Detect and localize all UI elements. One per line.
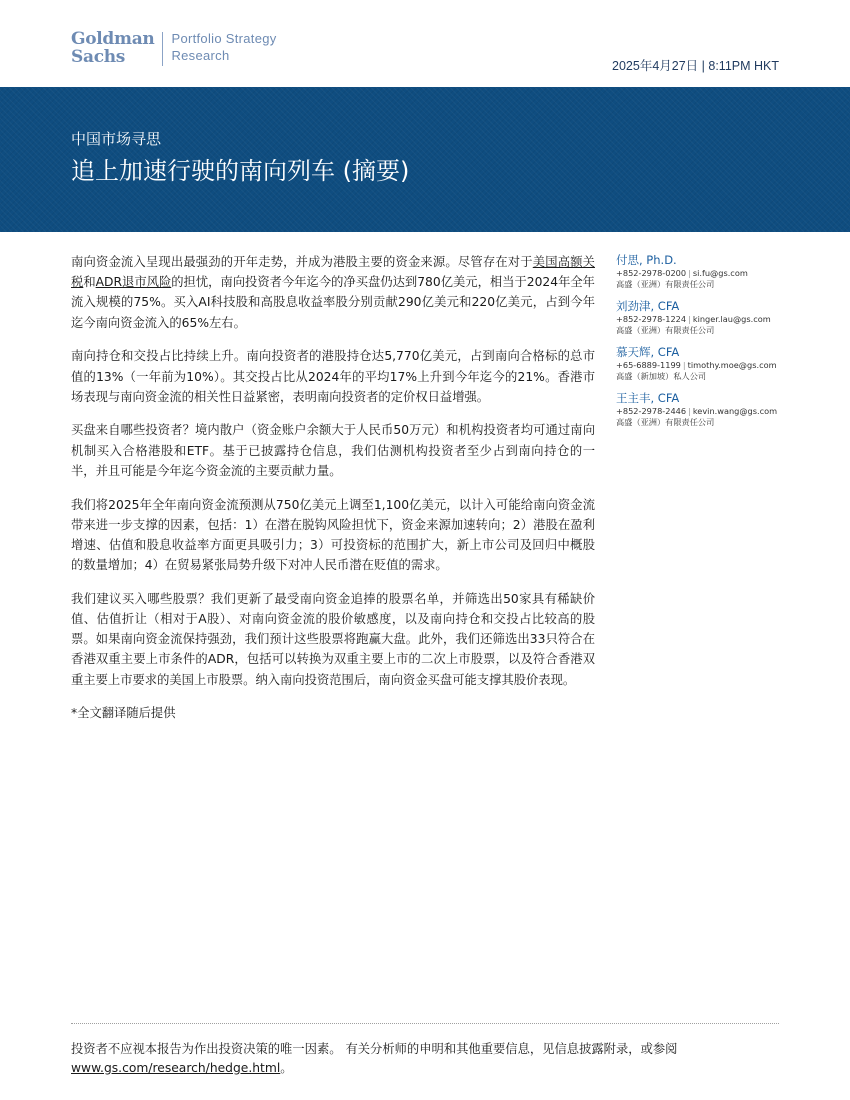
logo-line-2: Sachs xyxy=(71,47,126,67)
goldman-sachs-logo xyxy=(71,30,277,66)
analyst-contact: +852-2978-0200 | si.fu@gs.com xyxy=(616,268,748,278)
analyst-list xyxy=(616,253,796,437)
paragraph-3: 买盘来自哪些投资者？境内散户（资金账户余额大于人民币50万元）和机构投资者均可通过南向机制买入合格港股和ETF。基于已披露持仓信息，我们估测机构投资者至少占到南向持仓的一半，并且可能是今年迄今资金流的主要贡献力量。 xyxy=(71,423,595,478)
disclosure-end: 。 xyxy=(280,1061,293,1075)
report-body xyxy=(71,252,595,737)
division-line-2: Research xyxy=(171,48,230,63)
analyst-phone: +852-2978-1224 xyxy=(616,314,687,324)
analyst-contact: +852-2978-1224 | kinger.lau@gs.com xyxy=(616,314,771,324)
paragraph-5: 我们建议买入哪些股票？我们更新了最受南向资金追捧的股票名单，并筛选出50家具有稀缺价值、估值折让（相对于A股）、对南向资金流的股价敏感度，以及南向持仓和交投占比较高的股票。如果南向资金流保持强劲，我们预计这些股票将跑赢大盘。此外，我们还筛选出33只符合在香港双重主要上市条件的ADR，包括可以转换为双重主要上市的二次上市股票，以及符合香港双重主要上市要求的美国上市股票。纳入南向投资范围后，南向资金买盘可能支撑其股价表现。 xyxy=(71,591,595,687)
analyst-email[interactable]: si.fu@gs.com xyxy=(692,268,748,278)
analyst-phone: +852-2978-2446 xyxy=(616,406,687,416)
analyst-org: 高盛（亚洲）有限责任公司 xyxy=(616,417,715,427)
analyst-name[interactable]: 付思, Ph.D. xyxy=(616,253,677,267)
paragraph-1 xyxy=(71,252,595,333)
division-line-1: Portfolio Strategy xyxy=(171,31,277,46)
logo-divider xyxy=(162,32,163,66)
analyst-email[interactable]: kevin.wang@gs.com xyxy=(692,406,778,416)
publish-date: 2025年4月27日 | 8:11PM HKT xyxy=(612,59,779,73)
analyst-card xyxy=(616,345,796,382)
analyst-email[interactable]: timothy.moe@gs.com xyxy=(687,360,777,370)
paragraph-1-text-a: 南向资金流入呈现出最强劲的开年走势，并成为港股主要的资金来源。尽管存在对于 xyxy=(71,255,533,269)
series-name: 中国市场寻思 xyxy=(71,130,162,148)
paragraph-4: 我们将2025年全年南向资金流预测从750亿美元上调至1,100亿美元，以计入可能给南向资金流带来进一步支撑的因素，包括：1）在潜在脱钩风险担忧下，资金来源加速转向；2）港股在盈利增速、估值和股息收益率方面更具吸引力；3）可投资标的范围扩大，新上市公司及回归中概股的数量增加；4）在贸易紧张局势升级下对冲人民币潜在贬值的需求。 xyxy=(71,497,595,573)
paragraph-1-text-c: 的担忧，南向投资者今年迄今的净买盘仍达到780亿美元，相当于2024年全年流入规模的75%。买入AI科技股和高股息收益率股分别贡献290亿美元和220亿美元，占到今年迄今南向资金流入的65%左右。 xyxy=(71,275,595,330)
analyst-card xyxy=(616,299,796,336)
analyst-email[interactable]: kinger.lau@gs.com xyxy=(692,314,771,324)
paragraph-1-text-b: 和 xyxy=(83,275,96,290)
translation-note: *全文翻译随后提供 xyxy=(71,706,176,721)
disclosure-text: 投资者不应视本报告为作出投资决策的唯一因素。 有关分析师的申明和其他重要信息，见信息披露附录，或参阅 xyxy=(71,1042,678,1056)
analyst-contact: +65-6889-1199 | timothy.moe@gs.com xyxy=(616,360,777,370)
footer-divider xyxy=(71,1023,779,1024)
analyst-card xyxy=(616,253,796,290)
disclosure-link[interactable]: www.gs.com/research/hedge.html xyxy=(71,1061,281,1075)
report-title: 追上加速行驶的南向列车 (摘要) xyxy=(71,157,410,185)
analyst-org: 高盛（亚洲）有限责任公司 xyxy=(616,279,715,289)
adr-delisting-link[interactable]: ADR退市风险 xyxy=(95,275,172,290)
logo-line-1: Goldman xyxy=(71,29,155,49)
analyst-card xyxy=(616,391,796,428)
analyst-phone: +852-2978-0200 xyxy=(616,268,687,278)
analyst-name[interactable]: 王主丰, CFA xyxy=(616,391,680,405)
analyst-org: 高盛（新加坡）私人公司 xyxy=(616,371,707,381)
disclosure-footer xyxy=(71,1040,779,1078)
division-name xyxy=(171,30,276,64)
analyst-org: 高盛（亚洲）有限责任公司 xyxy=(616,325,715,335)
analyst-name[interactable]: 慕天辉, CFA xyxy=(616,345,680,359)
logo-wordmark xyxy=(71,30,154,66)
analyst-name[interactable]: 刘劲津, CFA xyxy=(616,299,680,313)
us-tariffs-link[interactable]: 美国高额关税 xyxy=(71,255,595,290)
analyst-contact: +852-2978-2446 | kevin.wang@gs.com xyxy=(616,406,778,416)
paragraph-2: 南向持仓和交投占比持续上升。南向投资者的港股持仓达5,770亿美元，占到南向合格标的总市值的13%（一年前为10%）。其交投占比从2024年的平均17%上升到今年迄今的21%。香港市场表现与南向资金流的相关性日益紧密，表明南向投资者的定价权日益增强。 xyxy=(71,349,595,404)
analyst-phone: +65-6889-1199 xyxy=(616,360,681,370)
